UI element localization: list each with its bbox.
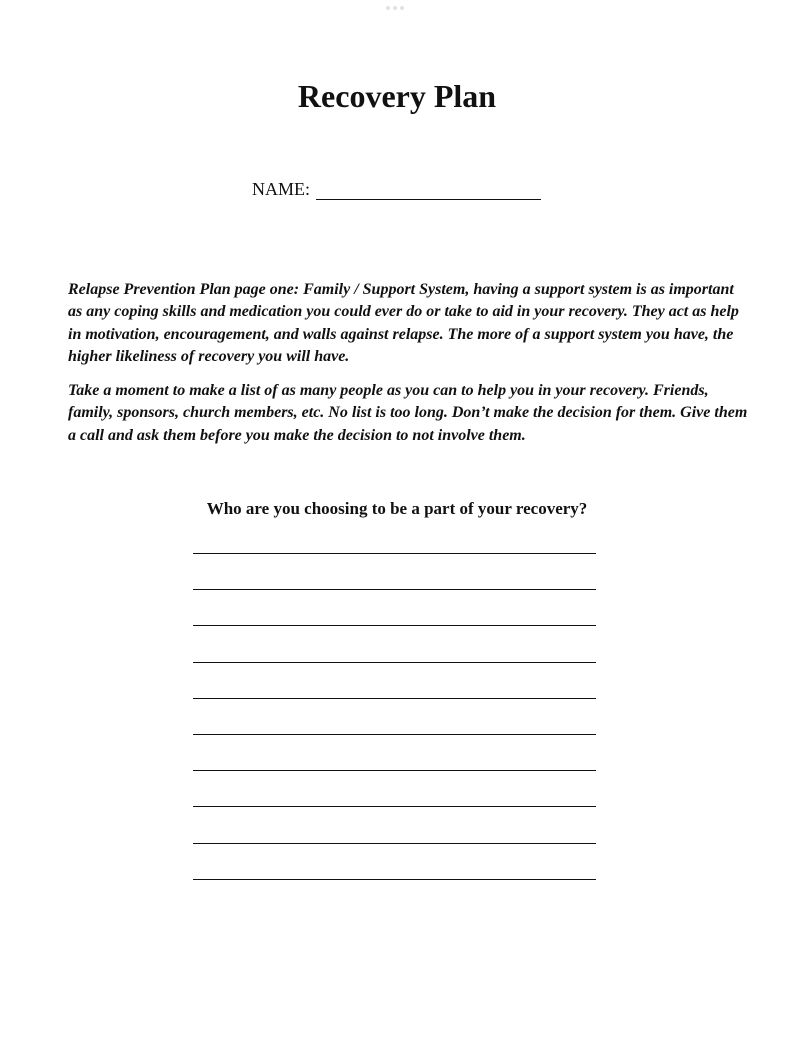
answer-lines <box>193 553 596 915</box>
support-system-intro-paragraph: Relapse Prevention Plan page one: Family / Support System, having a support system is as important as any coping skills and medication you could ever do or take to aid in your recovery. They act as help in motivation, encouragement, and walls against relapse. The more of a support system you have, the higher likeliness of recovery you will have. <box>68 281 739 365</box>
handle-dot <box>393 6 397 10</box>
support-question: Who are you choosing to be a part of your recovery? <box>206 499 588 518</box>
name-field-row <box>252 178 541 200</box>
name-blank-line <box>316 181 541 200</box>
answer-blank-line <box>193 879 596 880</box>
instructions-paragraph: Take a moment to make a list of as many people as you can to help you in your recovery. Friends, family, sponsors, church members, etc. No list is too long. Don’t make the decision for them. Give them a call and ask them before you make the decision to not involve them. <box>68 382 748 444</box>
answer-blank-line <box>193 734 596 735</box>
answer-blank-line <box>193 625 596 626</box>
answer-blank-line <box>193 662 596 663</box>
handle-dot <box>400 6 404 10</box>
page-title: Recovery Plan <box>297 78 497 114</box>
answer-blank-line <box>193 698 596 699</box>
answer-blank-line <box>193 843 596 844</box>
answer-blank-line <box>193 806 596 807</box>
answer-blank-line <box>193 553 596 554</box>
answer-blank-line <box>193 589 596 590</box>
name-label: NAME: <box>252 179 310 199</box>
handle-dot <box>386 6 390 10</box>
window-handle-dots <box>386 6 404 10</box>
answer-blank-line <box>193 770 596 771</box>
